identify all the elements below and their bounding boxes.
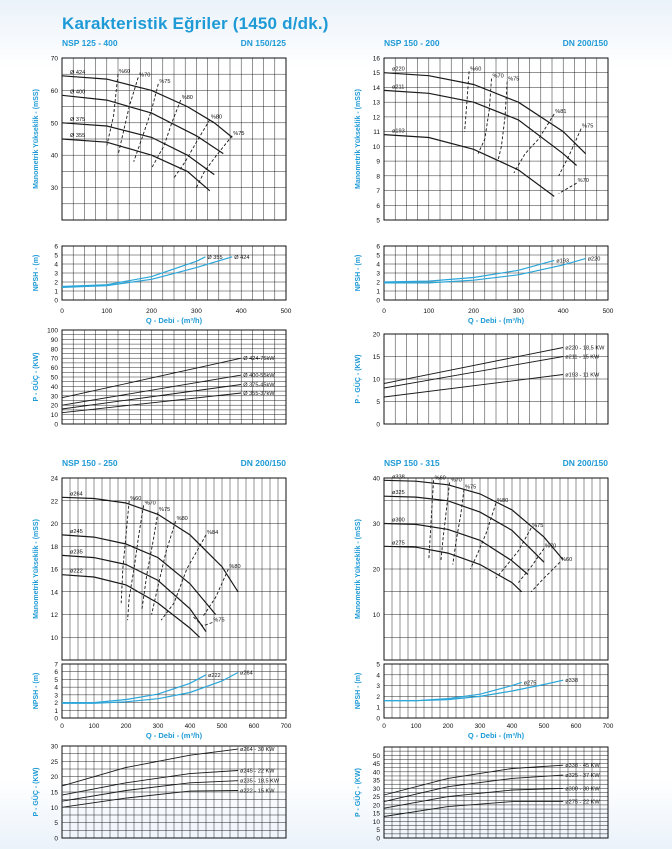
efficiency-line bbox=[429, 480, 434, 560]
efficiency-label: %60 bbox=[561, 557, 573, 564]
efficiency-label: %70 bbox=[492, 73, 504, 80]
y-tick-label: 14 bbox=[50, 589, 58, 597]
power-curve-label: ø193 - 11 KW bbox=[565, 372, 600, 379]
y-tick-label: 40 bbox=[50, 383, 58, 391]
power-curve-label: ø264 - 30 KW bbox=[240, 747, 275, 754]
y-tick-label: 11 bbox=[373, 129, 380, 137]
y-tick-label: 5 bbox=[54, 676, 58, 684]
npsh-curve-label: ø193 bbox=[556, 258, 569, 265]
efficiency-label: %75 bbox=[159, 507, 171, 514]
y-tick-label: 6 bbox=[376, 202, 380, 210]
panel-dn-label: DN 200/150 bbox=[240, 458, 286, 468]
head-curve-label: ø245 bbox=[70, 528, 83, 535]
x-tick-label: 0 bbox=[382, 723, 386, 730]
y-axis-label: Manometrik Yükseklik - (mSS) bbox=[33, 89, 40, 189]
head-curve-label: ø338 bbox=[392, 474, 405, 481]
y-tick-label: 0 bbox=[54, 421, 58, 429]
y-axis-label: P - GÜÇ - (KW) bbox=[33, 767, 40, 817]
y-tick-label: 20 bbox=[50, 402, 58, 410]
x-tick-label: 200 bbox=[468, 308, 480, 315]
efficiency-label: %75 bbox=[532, 523, 544, 530]
y-tick-label: 3 bbox=[376, 270, 380, 278]
y-tick-label: 10 bbox=[50, 804, 58, 812]
y-tick-label: 15 bbox=[372, 70, 380, 78]
efficiency-line bbox=[498, 82, 507, 160]
y-tick-label: 16 bbox=[50, 566, 58, 574]
y-tick-label: 25 bbox=[50, 758, 58, 766]
efficiency-label: %75 bbox=[213, 617, 225, 624]
y-tick-label: 80 bbox=[50, 346, 58, 354]
efficiency-label: %80 bbox=[497, 498, 509, 505]
page-title: Karakteristik Eğriler (1450 d/dk.) bbox=[62, 14, 329, 33]
y-tick-label: 30 bbox=[50, 185, 58, 193]
x-axis-label: Q - Debi - (m³/h) bbox=[145, 731, 203, 740]
efficiency-line bbox=[161, 535, 206, 620]
y-tick-label: 1 bbox=[376, 704, 380, 712]
y-axis-label: NPSH - (m) bbox=[355, 672, 362, 710]
x-axis-label: Q - Debi - (m³/h) bbox=[145, 316, 203, 325]
head-curve-label: ø211 bbox=[392, 84, 405, 91]
y-tick-label: 5 bbox=[54, 820, 58, 828]
x-tick-label: 400 bbox=[184, 723, 196, 730]
y-tick-label: 35 bbox=[372, 777, 380, 785]
y-tick-label: 16 bbox=[372, 55, 380, 63]
y-tick-label: 30 bbox=[372, 521, 380, 528]
y-tick-label: 12 bbox=[372, 114, 380, 122]
y-tick-label: 40 bbox=[372, 475, 380, 483]
efficiency-label: %75 bbox=[465, 484, 477, 491]
head-curve-label: Ø 424 bbox=[70, 69, 86, 76]
x-tick-label: 700 bbox=[280, 723, 292, 730]
y-axis-label: NPSH - (m) bbox=[355, 254, 362, 292]
power-curve-label: Ø 424-75kW bbox=[243, 356, 275, 363]
power-section bbox=[353, 747, 608, 843]
y-tick-label: 5 bbox=[376, 252, 380, 260]
efficiency-line bbox=[152, 100, 181, 168]
y-tick-label: 6 bbox=[54, 243, 58, 251]
y-tick-label: 3 bbox=[376, 683, 380, 691]
efficiency-label: %80 bbox=[181, 95, 193, 102]
y-tick-label: 20 bbox=[372, 802, 380, 810]
y-axis-label: Manometrik Yükseklik - (mSS) bbox=[355, 519, 362, 619]
efficiency-label: %75 bbox=[582, 123, 594, 130]
x-tick-label: 500 bbox=[538, 723, 550, 730]
y-axis-label: NPSH - (m) bbox=[33, 672, 40, 710]
power-curve-label: ø275 - 22 KW bbox=[565, 799, 600, 806]
y-tick-label: 20 bbox=[372, 566, 380, 574]
npsh-curve-label: Ø 424 bbox=[234, 254, 250, 261]
y-tick-label: 0 bbox=[54, 715, 58, 723]
power-curve-label: ø235 - 18,5 KW bbox=[240, 778, 280, 785]
y-tick-label: 4 bbox=[54, 684, 58, 692]
y-axis-label: P - GÜÇ - (KW) bbox=[355, 768, 362, 817]
y-tick-label: 5 bbox=[376, 399, 380, 406]
y-tick-label: 2 bbox=[376, 279, 380, 287]
efficiency-label: %70 bbox=[450, 477, 462, 484]
y-tick-label: 2 bbox=[54, 700, 58, 708]
y-tick-label: 40 bbox=[372, 769, 380, 777]
power-curve-label: ø325 - 37 KW bbox=[565, 773, 600, 780]
x-tick-label: 700 bbox=[602, 723, 614, 730]
power-curve-label: Ø 400-55kW bbox=[243, 373, 275, 380]
power-section bbox=[31, 744, 286, 843]
power-curve bbox=[384, 788, 563, 808]
efficiency-line bbox=[518, 549, 544, 583]
head-curve-label: ø300 bbox=[392, 517, 405, 524]
efficiency-label: %70 bbox=[577, 178, 589, 185]
head-curve bbox=[62, 139, 210, 191]
npsh-section bbox=[355, 662, 608, 723]
y-tick-label: 10 bbox=[50, 412, 58, 420]
npsh-curve bbox=[384, 260, 554, 282]
head-section bbox=[33, 56, 286, 221]
y-tick-label: 30 bbox=[50, 393, 58, 401]
head-curve bbox=[384, 90, 577, 165]
x-tick-label: 300 bbox=[152, 723, 164, 730]
head-curve-label: Ø 355 bbox=[70, 133, 86, 139]
x-tick-label: 0 bbox=[60, 723, 64, 730]
chart-panel-1 bbox=[31, 38, 292, 429]
head-curve-label: Ø 375 bbox=[70, 116, 86, 123]
chart-panel-4 bbox=[353, 458, 614, 843]
head-curve-label: ø222 bbox=[70, 568, 83, 575]
y-tick-label: 90 bbox=[50, 336, 58, 344]
y-tick-label: 70 bbox=[50, 355, 58, 363]
x-tick-label: 400 bbox=[235, 308, 247, 315]
y-tick-label: 30 bbox=[372, 785, 380, 793]
y-tick-label: 70 bbox=[50, 55, 58, 63]
head-curve-label: ø264 bbox=[70, 491, 83, 498]
y-axis-label: P - GÜÇ - (KW) bbox=[33, 352, 40, 402]
npsh-curve-label: ø222 bbox=[208, 672, 221, 679]
efficiency-line bbox=[496, 528, 531, 578]
power-curve-label: ø220 - 18,5 KW bbox=[565, 345, 605, 352]
efficiency-label: %80 bbox=[176, 516, 188, 523]
efficiency-label: %84 bbox=[207, 529, 219, 536]
y-tick-label: 1 bbox=[54, 288, 58, 296]
efficiency-line bbox=[531, 562, 560, 592]
x-tick-label: 500 bbox=[602, 308, 614, 315]
y-tick-label: 7 bbox=[54, 661, 58, 669]
efficiency-label: %80 bbox=[210, 114, 223, 121]
x-tick-label: 100 bbox=[88, 723, 100, 730]
y-tick-label: 100 bbox=[47, 327, 58, 335]
efficiency-label: %70 bbox=[545, 543, 557, 550]
y-tick-label: 20 bbox=[50, 774, 58, 782]
y-tick-label: 20 bbox=[372, 331, 380, 339]
efficiency-line bbox=[152, 521, 176, 614]
efficiency-label: %81 bbox=[555, 108, 567, 115]
npsh-curve-label: ø220 bbox=[587, 256, 601, 263]
y-tick-label: 10 bbox=[372, 818, 380, 826]
power-curve-label: ø245 - 22 KW bbox=[240, 768, 275, 775]
efficiency-label: %75 bbox=[233, 130, 245, 137]
x-tick-label: 100 bbox=[410, 723, 422, 730]
y-tick-label: 0 bbox=[376, 297, 380, 305]
y-axis-label: Manometrik Yükseklik - (mSS) bbox=[355, 89, 362, 189]
x-tick-label: 200 bbox=[146, 308, 158, 315]
y-tick-label: 4 bbox=[376, 672, 380, 680]
x-tick-label: 500 bbox=[280, 308, 292, 315]
y-tick-label: 25 bbox=[372, 794, 380, 802]
power-curve-label: ø222 - 15 KW bbox=[240, 788, 275, 795]
head-curve-label: ø193 bbox=[392, 128, 405, 135]
y-axis-label: Manometrik Yükseklik - (mSS) bbox=[33, 519, 40, 619]
npsh-section bbox=[355, 244, 608, 305]
efficiency-line bbox=[128, 505, 144, 620]
y-tick-label: 15 bbox=[50, 789, 58, 797]
efficiency-line bbox=[559, 183, 577, 193]
npsh-curve-label: ø338 bbox=[565, 678, 578, 685]
x-tick-label: 600 bbox=[570, 723, 582, 730]
x-tick-label: 200 bbox=[120, 723, 132, 730]
y-tick-label: 60 bbox=[50, 87, 58, 95]
y-tick-label: 0 bbox=[376, 715, 380, 723]
y-tick-label: 50 bbox=[372, 752, 380, 760]
efficiency-line bbox=[174, 120, 210, 178]
efficiency-line bbox=[441, 483, 450, 560]
efficiency-label: %60 bbox=[434, 475, 446, 482]
y-tick-label: 12 bbox=[50, 612, 58, 619]
power-curve-label: Ø 375-45kW bbox=[243, 382, 275, 389]
head-section bbox=[33, 476, 286, 661]
y-tick-label: 13 bbox=[372, 99, 380, 107]
y-tick-label: 20 bbox=[50, 521, 58, 528]
panel-dn-label: DN 150/125 bbox=[240, 38, 286, 48]
npsh-curve-label: ø264 bbox=[240, 670, 253, 677]
y-tick-label: 3 bbox=[54, 270, 58, 278]
head-curve bbox=[62, 535, 216, 615]
y-tick-label: 3 bbox=[54, 692, 58, 700]
y-tick-label: 5 bbox=[376, 661, 380, 669]
x-tick-label: 400 bbox=[506, 723, 518, 730]
y-tick-label: 9 bbox=[376, 158, 380, 166]
y-tick-label: 1 bbox=[54, 707, 58, 715]
x-tick-label: 100 bbox=[423, 308, 435, 315]
efficiency-line bbox=[514, 114, 554, 173]
x-axis-label: Q - Debi - (m³/h) bbox=[467, 316, 525, 325]
y-tick-label: 7 bbox=[376, 188, 380, 196]
y-tick-label: 50 bbox=[50, 374, 58, 382]
y-tick-label: 10 bbox=[372, 143, 380, 151]
power-curve-label: ø338 - 45 KW bbox=[565, 763, 600, 770]
y-tick-label: 30 bbox=[50, 743, 58, 751]
head-curve-label: ø235 bbox=[70, 549, 83, 556]
npsh-section bbox=[33, 662, 286, 723]
y-tick-label: 4 bbox=[54, 261, 58, 269]
y-tick-label: 10 bbox=[50, 634, 58, 642]
efficiency-label: %75 bbox=[508, 76, 520, 83]
y-tick-label: 5 bbox=[376, 827, 380, 835]
y-tick-label: 60 bbox=[50, 365, 58, 373]
y-tick-label: 10 bbox=[372, 612, 380, 619]
y-tick-label: 0 bbox=[54, 297, 58, 305]
efficiency-line bbox=[470, 503, 496, 569]
power-curve-label: Ø 355-37kW bbox=[243, 390, 275, 397]
head-section bbox=[355, 56, 608, 225]
x-axis-label: Q - Debi - (m³/h) bbox=[467, 731, 525, 740]
y-axis-label: P - GÜÇ - (KW) bbox=[355, 354, 362, 404]
chart-panel-3 bbox=[31, 458, 292, 843]
panel-model-label: NSP 150 - 315 bbox=[384, 458, 440, 468]
x-tick-label: 600 bbox=[248, 723, 260, 730]
panel-dn-label: DN 200/150 bbox=[562, 38, 608, 48]
power-section bbox=[31, 328, 286, 429]
y-tick-label: 18 bbox=[50, 543, 58, 551]
x-tick-label: 500 bbox=[216, 723, 228, 730]
y-tick-label: 24 bbox=[50, 475, 58, 483]
efficiency-label: %70 bbox=[139, 72, 151, 79]
x-tick-label: 0 bbox=[382, 308, 386, 315]
head-curve-label: ø220 bbox=[392, 66, 405, 73]
efficiency-line bbox=[196, 136, 232, 188]
efficiency-label: %70 bbox=[144, 500, 156, 507]
head-curve-label: Ø 400 bbox=[70, 89, 86, 96]
y-tick-label: 40 bbox=[50, 152, 58, 160]
y-tick-label: 15 bbox=[372, 810, 380, 818]
y-tick-label: 10 bbox=[372, 376, 380, 384]
head-curve bbox=[62, 575, 200, 638]
y-tick-label: 45 bbox=[372, 761, 380, 769]
efficiency-line bbox=[203, 569, 229, 617]
y-tick-label: 0 bbox=[376, 421, 380, 429]
y-tick-label: 2 bbox=[376, 693, 380, 701]
chart-panel-2 bbox=[353, 38, 614, 429]
panel-model-label: NSP 150 - 200 bbox=[384, 38, 440, 48]
x-tick-label: 300 bbox=[512, 308, 524, 315]
y-tick-label: 15 bbox=[372, 354, 380, 361]
panel-model-label: NSP 150 - 250 bbox=[62, 458, 118, 468]
npsh-curve bbox=[62, 254, 232, 288]
x-tick-label: 400 bbox=[557, 308, 569, 315]
npsh-curve-label: ø275 bbox=[523, 680, 537, 687]
y-tick-label: 50 bbox=[50, 120, 58, 128]
y-tick-label: 0 bbox=[376, 835, 380, 843]
head-curve-label: ø275 bbox=[392, 540, 405, 547]
y-tick-label: 14 bbox=[372, 84, 380, 92]
y-tick-label: 6 bbox=[376, 243, 380, 251]
efficiency-line bbox=[118, 77, 138, 155]
y-tick-label: 1 bbox=[376, 288, 380, 296]
x-tick-label: 300 bbox=[474, 723, 486, 730]
y-tick-label: 6 bbox=[54, 669, 58, 677]
y-tick-label: 2 bbox=[54, 279, 58, 287]
y-tick-label: 8 bbox=[376, 173, 380, 181]
efficiency-label: %80 bbox=[229, 564, 241, 570]
y-axis-label: NPSH - (m) bbox=[33, 254, 40, 292]
efficiency-line bbox=[107, 74, 118, 145]
efficiency-label: %60 bbox=[130, 495, 142, 502]
panel-dn-label: DN 200/150 bbox=[562, 458, 608, 468]
power-section bbox=[353, 332, 608, 429]
efficiency-label: %60 bbox=[119, 69, 131, 76]
efficiency-label: %60 bbox=[470, 66, 482, 73]
x-tick-label: 200 bbox=[442, 723, 454, 730]
panel-model-label: NSP 125 - 400 bbox=[62, 38, 118, 48]
head-curve-label: ø325 bbox=[392, 490, 405, 497]
efficiency-line bbox=[121, 501, 129, 603]
npsh-curve bbox=[384, 682, 522, 700]
head-section bbox=[355, 474, 608, 660]
x-tick-label: 0 bbox=[60, 308, 64, 315]
power-curve-label: ø300 - 30 KW bbox=[565, 786, 600, 793]
y-tick-label: 0 bbox=[54, 835, 58, 843]
npsh-curve-label: Ø 355 bbox=[207, 254, 223, 261]
x-tick-label: 300 bbox=[190, 308, 202, 315]
head-curve bbox=[384, 135, 554, 197]
power-curve-label: ø211 - 15 KW bbox=[565, 354, 600, 361]
y-tick-label: 5 bbox=[54, 252, 58, 260]
npsh-section bbox=[33, 244, 286, 305]
y-tick-label: 22 bbox=[50, 498, 58, 506]
efficiency-label: %75 bbox=[159, 78, 171, 85]
x-tick-label: 100 bbox=[101, 308, 113, 315]
y-tick-label: 4 bbox=[376, 261, 380, 269]
y-tick-label: 5 bbox=[376, 217, 380, 225]
